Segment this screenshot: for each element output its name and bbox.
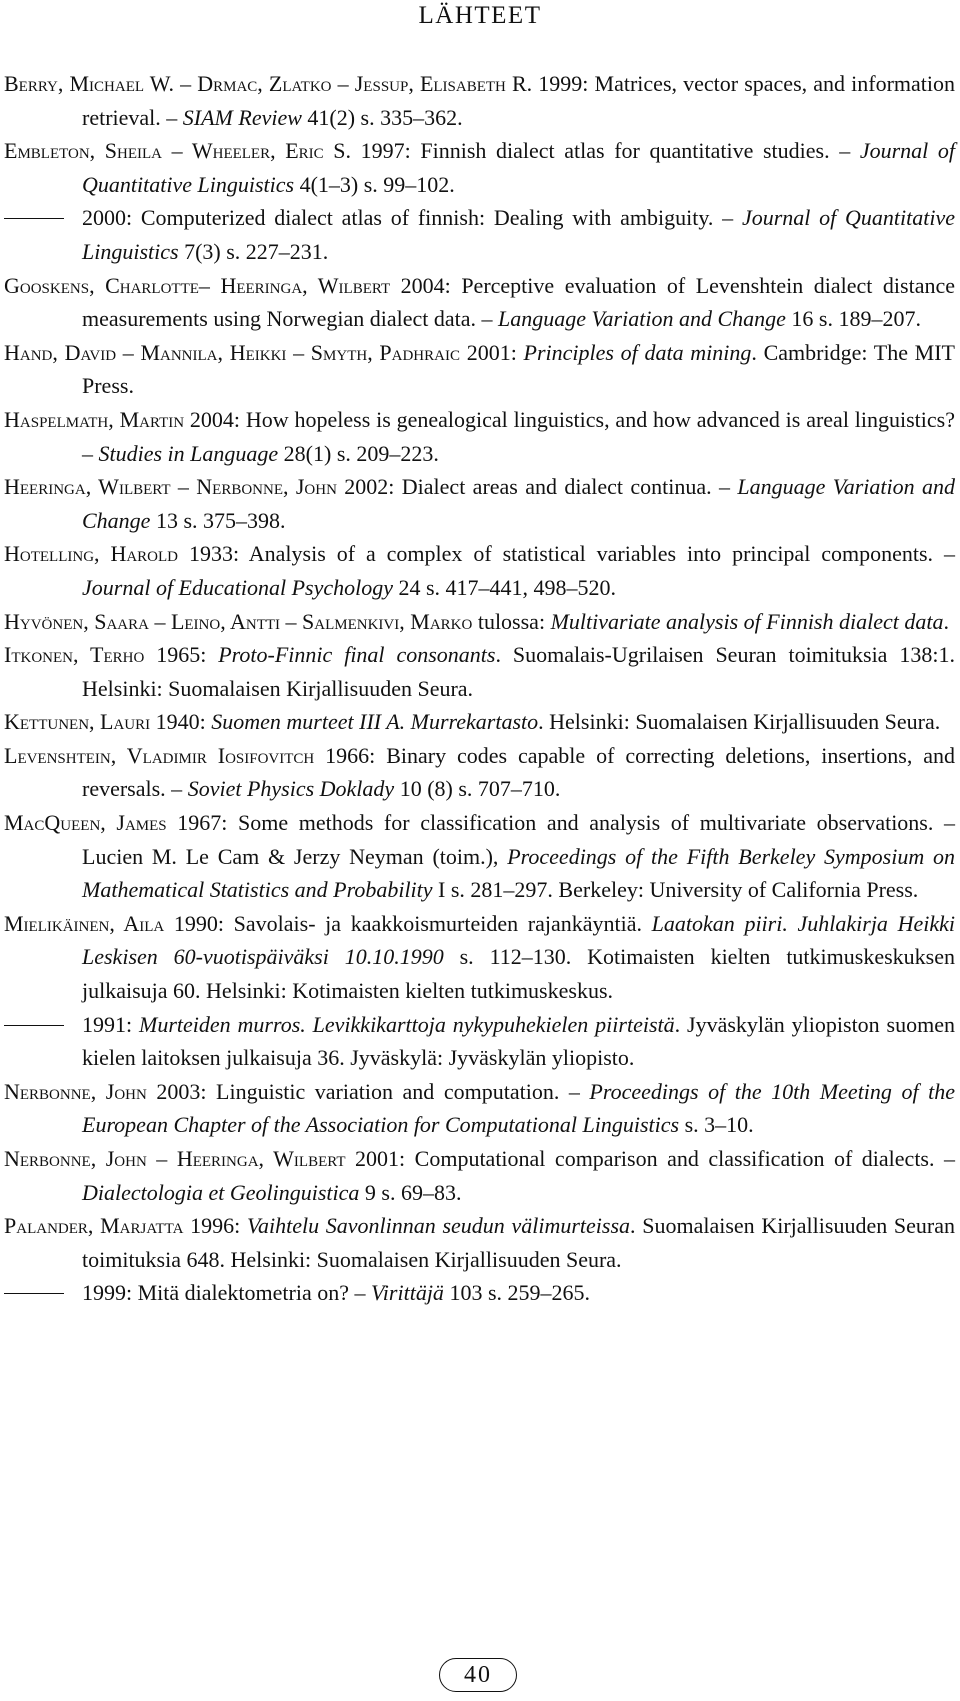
reference-entry: [4, 806, 955, 907]
reference-authors: MacQueen, James: [4, 810, 167, 836]
reference-entry: [4, 336, 955, 403]
reference-entry: [4, 1276, 955, 1310]
reference-text: 1999: Matrices, vector spaces, and information retrieval. –: [82, 71, 955, 130]
reference-text: 2001:: [459, 339, 524, 365]
reference-text: 1990: Savolais- ja kaakkoismurteiden rajankäyntiä.: [164, 910, 652, 936]
reference-source: Proceedings of the Fifth Berkeley Symposium on Mathematical Statistics and Probability: [82, 843, 955, 903]
reference-source: Vaihtelu Savonlinnan seudun välimurteissa: [246, 1213, 631, 1239]
reference-details: 4(1–3) s. 99–102.: [294, 171, 455, 197]
reference-entry: [4, 638, 955, 705]
reference-list: [4, 67, 955, 1310]
reference-authors: Nerbonne, John: [4, 1078, 147, 1104]
reference-entry: [4, 470, 955, 537]
reference-source: SIAM Review: [182, 104, 302, 130]
reference-authors: Levenshtein, Vladimir Iosifovitch: [4, 742, 315, 768]
reference-text: 2001: Computational comparison and classification of dialects. –: [345, 1146, 956, 1171]
reference-text: 1991:: [82, 1011, 139, 1037]
reference-entry: [4, 705, 955, 739]
reference-details: . Jyväskylän yliopiston suomen kielen laitoksen julkaisuja 36. Jyväskylä: Jyväskylän yliopisto.: [82, 1011, 955, 1071]
reference-source: Studies in Language: [98, 440, 279, 466]
reference-source: Murteiden murros. Levikkikarttoja nykypuhekielen piirteistä: [139, 1011, 675, 1037]
reference-details: 24 s. 417–441, 498–520.: [393, 574, 617, 600]
reference-entry: [4, 537, 955, 604]
reference-authors: Mielikäinen, Aila: [4, 910, 165, 936]
reference-details: I s. 281–297. Berkeley: University of California Press.: [432, 877, 919, 903]
reference-details: 9 s. 69–83.: [359, 1179, 462, 1205]
reference-details: 7(3) s. 227–231.: [178, 238, 329, 264]
reference-source: Language Variation and Change: [82, 474, 955, 533]
reference-details: . Cambridge: The MIT Press.: [82, 339, 955, 399]
reference-authors: Gooskens, Charlotte– Heeringa, Wilbert: [4, 272, 391, 298]
reference-text: 2004: How hopeless is genealogical linguistics, and how advanced is areal linguistics? –: [82, 406, 955, 466]
reference-text: 1933: Analysis of a complex of statistical variables into principal components. –: [178, 541, 955, 567]
reference-authors: Hotelling, Harold: [4, 541, 179, 567]
reference-text: 1965:: [144, 642, 219, 668]
reference-source: Soviet Physics Doklady: [187, 776, 395, 802]
reference-source: Principles of data mining: [523, 339, 752, 365]
reference-details: .: [943, 608, 949, 634]
reference-details: . Helsinki: Suomalaisen Kirjallisuuden Seura.: [538, 709, 941, 735]
reference-details: 16 s. 189–207.: [785, 306, 921, 332]
reference-entry: [4, 67, 955, 134]
reference-source: Journal of Quantitative Linguistics: [82, 205, 955, 264]
reference-entry: [4, 1142, 955, 1209]
reference-details: 103 s. 259–265.: [443, 1280, 590, 1306]
reference-text: 1997: Finnish dialect atlas for quantitative studies. –: [351, 138, 860, 164]
reference-text: 1940:: [150, 709, 212, 735]
reference-source: Journal of Quantitative Linguistics: [82, 138, 955, 197]
repeat-author-dash: [4, 1293, 64, 1294]
reference-entry: [4, 403, 955, 470]
reference-details: s. 112–130. Kotimaisten kielten tutkimuskeskuksen julkaisuja 60. Helsinki: Kotimaisten kielten tutkimuskeskus.: [82, 944, 955, 1004]
reference-authors: Itkonen, Terho: [4, 642, 145, 668]
reference-text: tulossa:: [472, 608, 551, 634]
reference-authors: Berry, Michael W. – Drmac, Zlatko – Jessup, Elisabeth R.: [4, 71, 533, 96]
reference-details: 41(2) s. 335–362.: [301, 104, 463, 130]
reference-details: s. 3–10.: [679, 1112, 754, 1138]
reference-entry: [4, 739, 955, 806]
reference-authors: Kettunen, Lauri: [4, 709, 151, 735]
reference-entry: [4, 605, 955, 639]
reference-text: 2000: Computerized dialect atlas of finnish: Dealing with ambiguity. –: [82, 205, 742, 231]
reference-authors: Hyvönen, Saara – Leino, Antti – Salmenkivi, Marko: [4, 608, 473, 634]
reference-source: Laatokan piiri. Juhlakirja Heikki Leskisen 60-vuotispäiväksi 10.10.1990: [82, 910, 956, 970]
reference-text: 2003: Linguistic variation and computation. –: [146, 1078, 590, 1104]
reference-entry: [4, 1209, 955, 1276]
reference-entry: [4, 269, 955, 336]
reference-text: 1966: Binary codes capable of correcting deletions, insertions, and reversals. –: [82, 742, 955, 802]
repeat-author-dash: [4, 1025, 64, 1026]
reference-entry: [4, 1008, 955, 1075]
reference-text: 1996:: [183, 1213, 247, 1239]
reference-entry: [4, 907, 955, 1008]
reference-authors: Palander, Marjatta: [4, 1213, 184, 1239]
reference-entry: [4, 134, 955, 201]
reference-source: Language Variation and Change: [498, 306, 786, 332]
reference-source: Multivariate analysis of Finnish dialect data: [550, 608, 944, 634]
reference-authors: Heeringa, Wilbert – Nerbonne, John: [4, 474, 337, 500]
reference-details: 28(1) s. 209–223.: [278, 440, 439, 466]
reference-source: Suomen murteet III A. Murrekartasto: [211, 709, 539, 735]
reference-details: 13 s. 375–398.: [150, 507, 286, 533]
reference-authors: Embleton, Sheila – Wheeler, Eric S.: [4, 138, 352, 164]
reference-authors: Hand, David – Mannila, Heikki – Smyth, Padhraic: [4, 339, 460, 365]
reference-source: Journal of Educational Psychology: [82, 574, 393, 600]
reference-text: 2004: Perceptive evaluation of Levenshtein dialect distance measurements using Norwegian dialect data. –: [82, 272, 955, 332]
reference-text: 2002: Dialect areas and dialect continua. –: [336, 474, 738, 500]
page-number: 40: [439, 1658, 517, 1692]
reference-source: Dialectologia et Geolinguistica: [82, 1179, 360, 1205]
page-header: LÄHTEET: [418, 2, 542, 29]
reference-details: . Suomalaisen Kirjallisuuden Seuran toimituksia 648. Helsinki: Suomalaisen Kirjallisuuden Seura.: [82, 1213, 955, 1272]
reference-entry: [4, 1075, 955, 1142]
reference-source: Proto-Finnic final consonants: [218, 642, 496, 668]
repeat-author-dash: [4, 218, 64, 219]
reference-text: 1999: Mitä dialektometria on? –: [82, 1280, 371, 1306]
reference-text: 1967: Some methods for classification and analysis of multivariate observations. – Lucien M. Le Cam & Jerzy Neyman (toim.),: [82, 810, 955, 869]
reference-details: 10 (8) s. 707–710.: [394, 776, 561, 802]
reference-authors: Nerbonne, John – Heeringa, Wilbert: [4, 1146, 346, 1171]
reference-authors: Haspelmath, Martin: [4, 406, 185, 432]
reference-source: Virittäjä: [371, 1280, 444, 1306]
reference-details: . Suomalais-Ugrilaisen Seuran toimituksia 138:1. Helsinki: Suomalaisen Kirjallisuuden Seura.: [82, 642, 955, 701]
reference-source: Proceedings of the 10th Meeting of the European Chapter of the Association for Computational Linguistics: [82, 1078, 955, 1138]
reference-entry: [4, 201, 955, 268]
